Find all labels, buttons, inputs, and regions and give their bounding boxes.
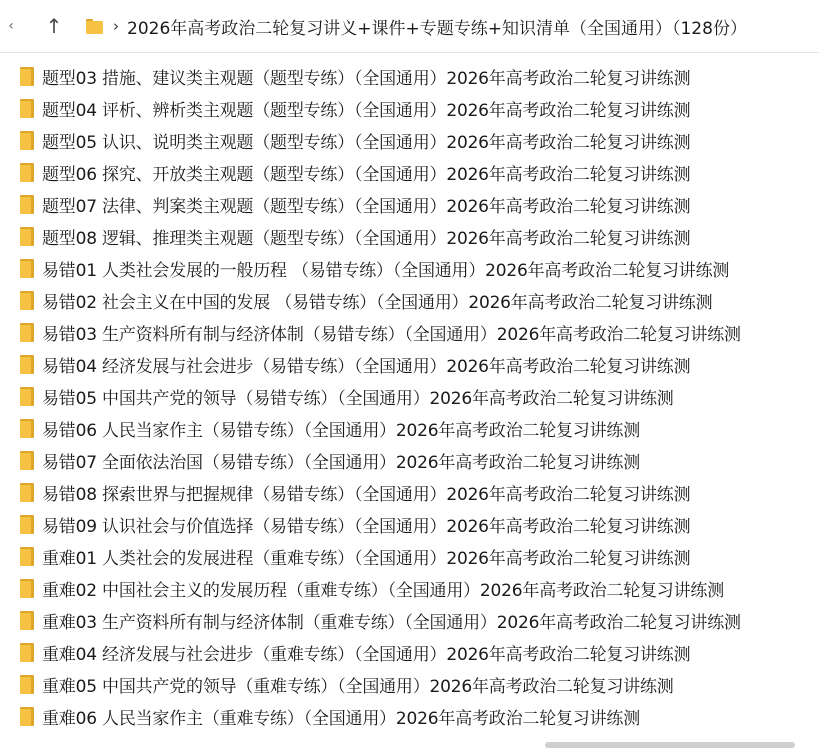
folder-row[interactable] <box>0 316 819 348</box>
breadcrumb-separator-icon: › <box>113 17 119 35</box>
folder-name: 易错02 社会主义在中国的发展 （易错专练）（全国通用）2026年高考政治二轮复习讲练测 <box>42 292 713 313</box>
folder-name: 易错07 全面依法治国（易错专练）（全国通用）2026年高考政治二轮复习讲练测 <box>42 452 640 473</box>
folder-row[interactable] <box>0 284 819 316</box>
folder-icon <box>20 643 34 662</box>
folder-row[interactable] <box>0 540 819 572</box>
folder-row[interactable] <box>0 444 819 476</box>
folder-icon <box>20 99 34 118</box>
folder-row[interactable] <box>0 380 819 412</box>
folder-row[interactable] <box>0 508 819 540</box>
folder-icon <box>20 163 34 182</box>
folder-icon <box>20 291 34 310</box>
folder-row[interactable] <box>0 252 819 284</box>
folder-name: 重难02 中国社会主义的发展历程（重难专练）（全国通用）2026年高考政治二轮复习讲练测 <box>42 580 724 601</box>
folder-icon <box>20 259 34 278</box>
folder-icon <box>20 67 34 86</box>
folder-row[interactable] <box>0 92 819 124</box>
folder-name: 题型06 探究、开放类主观题（题型专练）（全国通用）2026年高考政治二轮复习讲练测 <box>42 164 691 185</box>
folder-name: 题型05 认识、说明类主观题（题型专练）（全国通用）2026年高考政治二轮复习讲练测 <box>42 132 691 153</box>
folder-name: 易错09 认识社会与价值选择（易错专练）（全国通用）2026年高考政治二轮复习讲练测 <box>42 516 691 537</box>
folder-row[interactable] <box>0 700 819 732</box>
folder-icon <box>20 707 34 726</box>
folder-row[interactable] <box>0 60 819 92</box>
folder-name: 重难05 中国共产党的领导（重难专练）（全国通用）2026年高考政治二轮复习讲练测 <box>42 676 674 697</box>
folder-icon <box>20 419 34 438</box>
folder-icon <box>20 355 34 374</box>
folder-row[interactable] <box>0 156 819 188</box>
horizontal-scrollbar[interactable] <box>545 742 795 748</box>
file-list <box>0 60 819 732</box>
folder-row[interactable] <box>0 572 819 604</box>
folder-row[interactable] <box>0 476 819 508</box>
up-arrow-icon[interactable]: ↑ <box>45 14 63 38</box>
folder-row[interactable] <box>0 188 819 220</box>
folder-name: 易错08 探索世界与把握规律（易错专练）（全国通用）2026年高考政治二轮复习讲练测 <box>42 484 691 505</box>
folder-icon <box>86 18 103 34</box>
folder-icon <box>20 675 34 694</box>
folder-icon <box>20 131 34 150</box>
folder-name: 重难06 人民当家作主（重难专练）（全国通用）2026年高考政治二轮复习讲练测 <box>42 708 640 729</box>
folder-name: 重难04 经济发展与社会进步（重难专练）（全国通用）2026年高考政治二轮复习讲练测 <box>42 644 691 665</box>
folder-name: 题型03 措施、建议类主观题（题型专练）（全国通用）2026年高考政治二轮复习讲练测 <box>42 68 691 89</box>
folder-icon <box>20 515 34 534</box>
folder-icon <box>20 547 34 566</box>
folder-row[interactable] <box>0 604 819 636</box>
folder-name: 题型08 逻辑、推理类主观题（题型专练）（全国通用）2026年高考政治二轮复习讲练测 <box>42 228 691 249</box>
folder-row[interactable] <box>0 220 819 252</box>
folder-row[interactable] <box>0 636 819 668</box>
folder-icon <box>20 611 34 630</box>
folder-name: 题型04 评析、辨析类主观题（题型专练）（全国通用）2026年高考政治二轮复习讲练测 <box>42 100 691 121</box>
folder-name: 易错01 人类社会发展的一般历程 （易错专练）（全国通用）2026年高考政治二轮复习讲练测 <box>42 260 730 281</box>
folder-icon <box>20 579 34 598</box>
folder-row[interactable] <box>0 348 819 380</box>
folder-name: 重难01 人类社会的发展进程（重难专练）（全国通用）2026年高考政治二轮复习讲练测 <box>42 548 691 569</box>
folder-name: 易错04 经济发展与社会进步（易错专练）（全国通用）2026年高考政治二轮复习讲练测 <box>42 356 691 377</box>
folder-icon <box>20 195 34 214</box>
folder-icon <box>20 227 34 246</box>
folder-icon <box>20 451 34 470</box>
folder-icon <box>20 323 34 342</box>
folder-icon <box>20 483 34 502</box>
folder-row[interactable] <box>0 124 819 156</box>
folder-name: 易错05 中国共产党的领导（易错专练）（全国通用）2026年高考政治二轮复习讲练测 <box>42 388 674 409</box>
address-toolbar <box>0 0 819 53</box>
folder-name: 重难03 生产资料所有制与经济体制（重难专练）（全国通用）2026年高考政治二轮复习讲练测 <box>42 612 741 633</box>
folder-row[interactable] <box>0 412 819 444</box>
folder-icon <box>20 387 34 406</box>
folder-name: 易错06 人民当家作主（易错专练）（全国通用）2026年高考政治二轮复习讲练测 <box>42 420 640 441</box>
folder-name: 题型07 法律、判案类主观题（题型专练）（全国通用）2026年高考政治二轮复习讲练测 <box>42 196 691 217</box>
back-chevron-icon[interactable]: ‹ <box>8 18 14 34</box>
breadcrumb-path[interactable]: 2026年高考政治二轮复习讲义+课件+专题专练+知识清单（全国通用）（128份） <box>127 18 747 39</box>
folder-name: 易错03 生产资料所有制与经济体制（易错专练）（全国通用）2026年高考政治二轮复习讲练测 <box>42 324 741 345</box>
folder-row[interactable] <box>0 668 819 700</box>
